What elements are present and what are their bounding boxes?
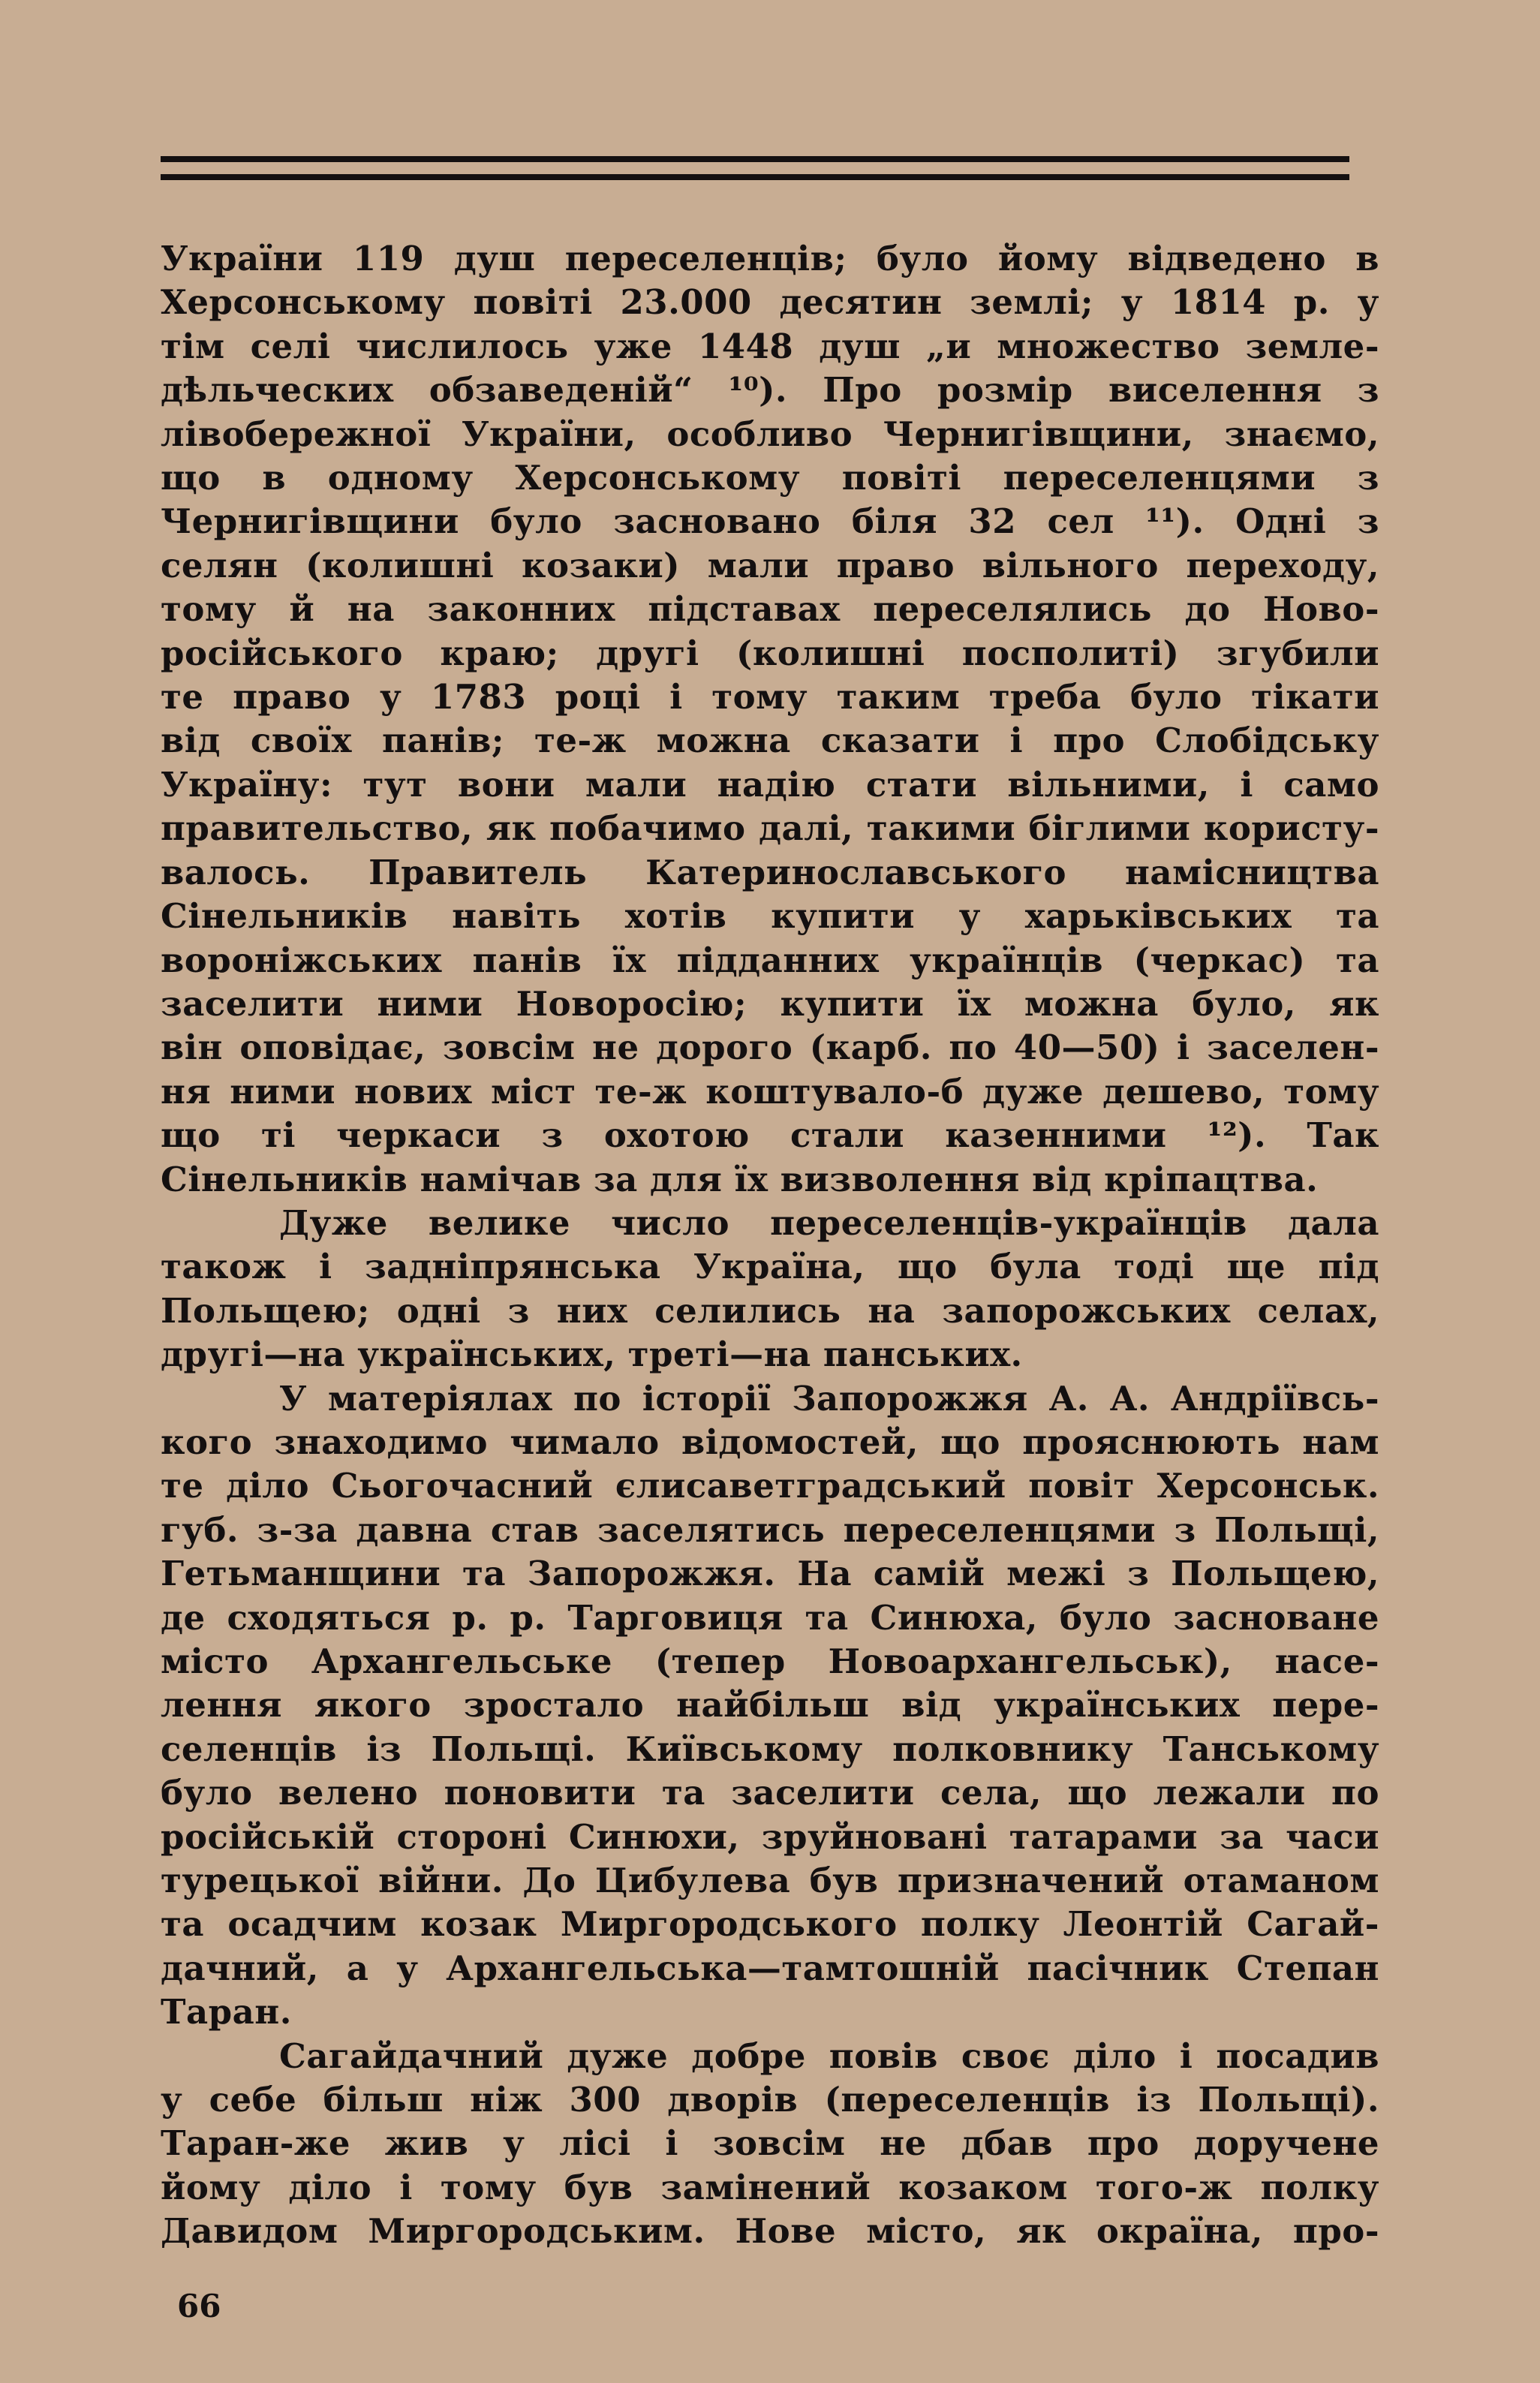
text-line: ня ними нових міст те-ж коштувало-б дуже дешево, тому xyxy=(161,1071,1379,1112)
text-line: правительство, як побачимо далі, такими біглими користу- xyxy=(161,808,1379,849)
body-text xyxy=(161,237,1379,2254)
text-line: було велено поновити та заселити села, що лежали по xyxy=(161,1773,1379,1813)
text-line: тому й на законних підставах переселялись до Ново- xyxy=(161,589,1379,630)
text-line: місто Архангельське (тепер Новоархангельськ), насе- xyxy=(161,1641,1379,1681)
header-rule-top xyxy=(161,156,1349,162)
text-line: селенців із Польщі. Київському полковнику Танському xyxy=(161,1729,1379,1769)
paragraph-3 xyxy=(161,1377,1379,2035)
text-line: російській стороні Синюхи, зруйновані татарами за часи xyxy=(161,1816,1379,1857)
text-line: Дуже велике число переселенців-українців дала xyxy=(279,1202,1379,1243)
text-line: Чернигівщини було засновано біля 32 сел ¹¹). Одні з xyxy=(161,501,1379,542)
text-line: та осадчим козак Миргородського полку Леонтій Сагай- xyxy=(161,1904,1379,1945)
text-line: те право у 1783 році і тому таким треба було тікати xyxy=(161,677,1379,718)
paragraph-2 xyxy=(161,1202,1379,1377)
text-line: України 119 душ переселенців; було йому відведено в xyxy=(161,239,1379,278)
text-line: Сінельників навіть хотів купити у харьківських та xyxy=(161,896,1379,937)
text-line: Давидом Миргородським. Нове місто, як окраїна, про- xyxy=(161,2211,1379,2252)
text-line: заселити ними Новоросію; купити їх можна було, як xyxy=(161,983,1379,1024)
text-line: йому діло і тому був замінений козаком того-ж полку xyxy=(161,2167,1379,2207)
text-line: Польщею; одні з них селились на запорожських селах, xyxy=(161,1290,1379,1331)
paragraph-1 xyxy=(161,237,1379,1202)
text-line: валось. Правитель Катеринославського намісництва xyxy=(161,852,1379,892)
text-line: Сінельників намічав за для їх визволення від кріпацтва. xyxy=(161,1159,1319,1199)
text-line: де сходяться р. р. Тарговиця та Синюха, було засноване xyxy=(161,1597,1379,1638)
page-number: 66 xyxy=(177,2288,221,2324)
text-line: Сагайдачний дуже добре повів своє діло і посадив xyxy=(279,2035,1379,2076)
text-line: лення якого зростало найбільш від українських пере- xyxy=(161,1685,1379,1726)
text-line: дачний, а у Архангельська—тамтошній пасічник Степан xyxy=(161,1948,1379,1988)
text-line: те діло Сьогочасний єлисаветградський повіт Херсонськ. xyxy=(161,1466,1379,1506)
text-line: лівобережної України, особливо Чернигівщини, знаємо, xyxy=(161,414,1379,454)
text-line: Таран. xyxy=(161,1992,292,2032)
text-line: Херсонському повіті 23.000 десятин землі; у 1814 р. у xyxy=(161,282,1379,323)
text-line: також і задніпрянська Україна, що була тоді ще під xyxy=(161,1247,1379,1287)
text-line: другі—на українських, треті—на панських. xyxy=(161,1334,1023,1375)
header-rule-bottom xyxy=(161,174,1349,180)
text-line: У матеріялах по історії Запорожжя А. А. Андріївсь- xyxy=(279,1378,1379,1419)
text-line: що в одному Херсонському повіті переселенцями з xyxy=(161,458,1379,498)
text-line: кого знаходимо чимало відомостей, що прояснюють нам xyxy=(161,1422,1379,1462)
text-line: тім селі числилось уже 1448 душ „и множество земле- xyxy=(161,326,1379,366)
text-line: турецької війни. До Цибулева був призначений отаманом xyxy=(161,1861,1379,1901)
text-line: Гетьманщини та Запорожжя. На самій межі з Польщею, xyxy=(161,1554,1379,1594)
text-line: дѣльческих обзаведеній“ ¹⁰). Про розмір виселення з xyxy=(161,370,1379,411)
text-line: селян (колишні козаки) мали право вільного переходу, xyxy=(161,545,1379,585)
text-line: вороніжських панів їх підданних українців (черкас) та xyxy=(161,940,1379,980)
text-line: Україну: тут вони мали надію стати вільними, і само xyxy=(161,764,1379,805)
text-line: від своїх панів; те-ж можна сказати і про Слобідську xyxy=(161,721,1379,761)
paragraph-4 xyxy=(161,2035,1379,2254)
text-line: губ. з-за давна став заселятись переселенцями з Польщі, xyxy=(161,1509,1379,1550)
text-line: він оповідає, зовсім не дорого (карб. по 40—50) і заселен- xyxy=(161,1028,1379,1068)
text-line: Таран-же жив у лісі і зовсім не дбав про доручене xyxy=(161,2123,1379,2164)
text-line: що ті черкаси з охотою стали казенними ¹²). Так xyxy=(161,1115,1379,1156)
text-line: російського краю; другі (колишні посполиті) згубили xyxy=(161,633,1379,673)
text-line: у себе більш ніж 300 дворів (переселенців із Польщі). xyxy=(161,2080,1379,2120)
